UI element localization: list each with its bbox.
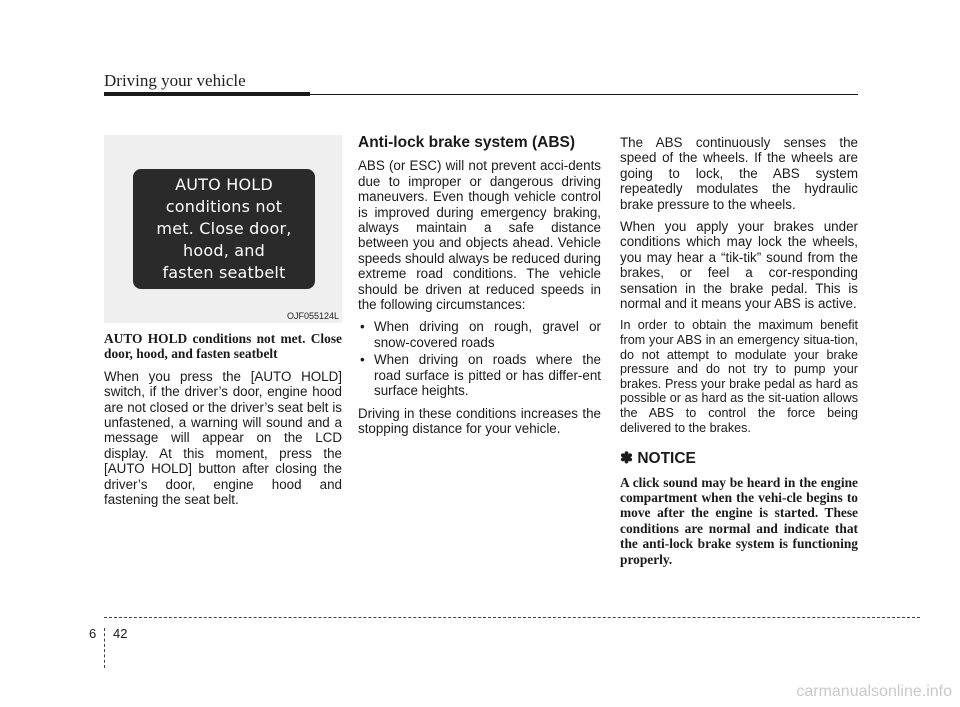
lcd-line: met. Close door, (156, 219, 292, 238)
column-2 (358, 135, 601, 443)
lcd-line: hood, and (183, 241, 265, 260)
auto-hold-paragraph: When you press the [AUTO HOLD] switch, if the driver’s door, engine hood are not closed or the driver’s seat belt is unfastened, a warning will sound and a message will appear on the LCD display. At this moment, press the [AUTO HOLD] button after closing the driver’s door, engine hood and fastening the seat belt. (104, 368, 342, 508)
header-rule-thick (104, 92, 310, 96)
lcd-message-figure (104, 135, 342, 323)
abs-sound-paragraph: When you apply your brakes under conditions which may lock the wheels, you may hear a “tik-tik” sound from the brakes, or feel a cor-responding sensation in the brake pedal. This is normal and it means your ABS is active. (620, 219, 858, 312)
watermark: carmanualsonline.info (796, 683, 952, 700)
notice-body: A click sound may be heard in the engine compartment when the vehi-cle begins to move after the engine is started. These conditions are normal and indicate that the anti-lock brake system is functioning properly. (620, 474, 858, 567)
conditions-list (358, 319, 601, 398)
figure-code: OJF055124L (286, 311, 339, 321)
footer-divider (104, 628, 105, 668)
lcd-line: fasten seatbelt (162, 263, 286, 282)
abs-usage-paragraph: In order to obtain the maximum benefit from your ABS in an emergency situa-tion, do not attempt to modulate your brake pressure and do not try to pump your brakes. Press your brake pedal as hard as possible or as hard as the sit-uation allows the ABS to control the force being delivered to the brakes. (620, 318, 858, 435)
chapter-number: 6 (89, 626, 97, 641)
lcd-display (133, 169, 315, 289)
header-rule-thin (310, 94, 858, 95)
lcd-line: conditions not (165, 197, 283, 216)
notice-star-icon: ✽ (620, 450, 633, 468)
list-item: • When driving on rough, gravel or snow-covered roads (358, 319, 601, 350)
column-3 (620, 135, 858, 574)
abs-intro-paragraph: ABS (or ESC) will not prevent acci-dents due to improper or dangerous driving maneuvers. Even though vehicle control is improved during emergency braking, always maintain a safe distance between you and objects ahead. Vehicle speeds should always be reduced during extreme road conditions. The vehicle should be driven at reduced speeds in the following circumstances: (358, 158, 601, 313)
column-1 (104, 331, 342, 514)
notice-heading-label: NOTICE (637, 450, 696, 468)
page-number: 42 (113, 626, 128, 641)
abs-section-heading: Anti-lock brake system (ABS) (358, 134, 576, 151)
abs-sensing-paragraph: The ABS continuously senses the speed of the wheels. If the wheels are going to lock, the ABS system repeatedly modulates the hydraulic brake pressure to the wheels. (620, 135, 858, 212)
notice-heading (620, 451, 858, 466)
lcd-message (139, 174, 309, 284)
footer-rule (104, 617, 920, 618)
lcd-line: AUTO HOLD (175, 175, 273, 194)
abs-outro-paragraph: Driving in these conditions increases the stopping distance for your vehicle. (358, 405, 601, 436)
figure-caption: AUTO HOLD conditions not met. Close door, hood, and fasten seatbelt (104, 331, 342, 362)
page-header-title: Driving your vehicle (104, 71, 246, 90)
list-item: • When driving on roads where the road surface is pitted or has differ-ent surface heights. (358, 352, 601, 398)
